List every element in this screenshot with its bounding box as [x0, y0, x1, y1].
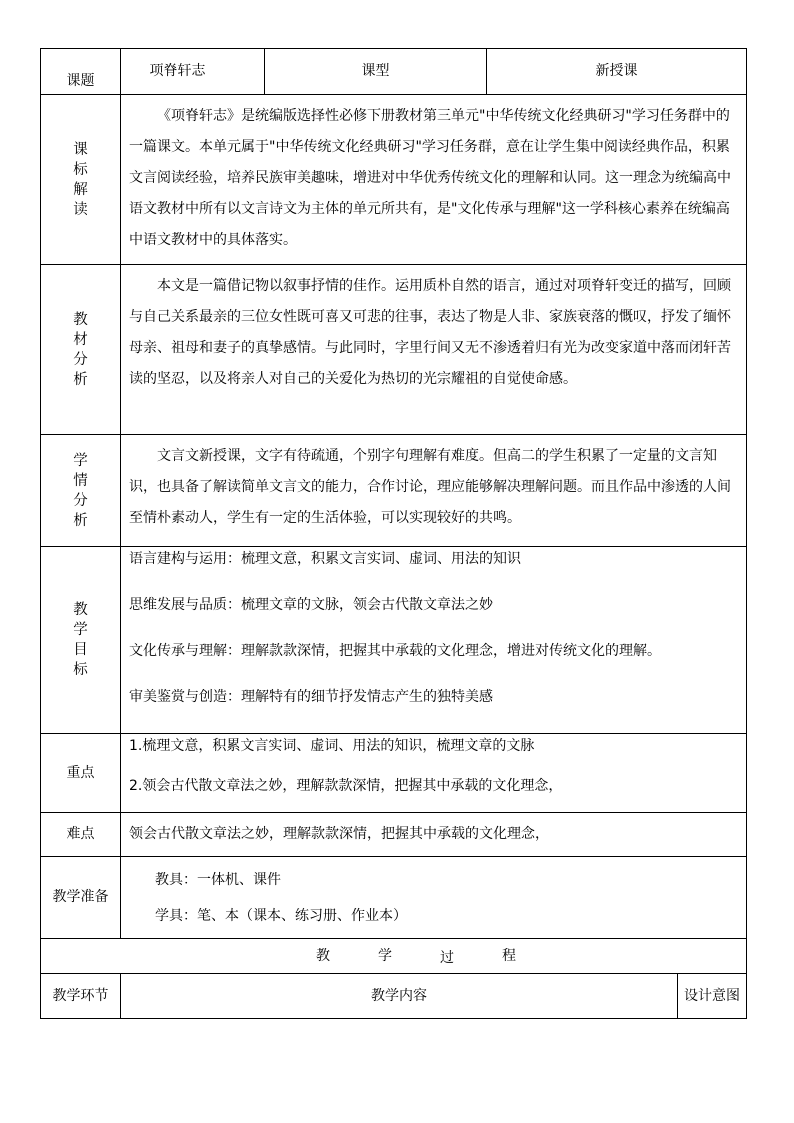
- goals-label: 教 学 目 标: [41, 547, 121, 734]
- process-col-content: 教学内容: [121, 974, 678, 1019]
- curriculum-row: [41, 95, 747, 265]
- curriculum-text: 《项脊轩志》是统编版选择性必修下册教材第三单元"中华传统文化经典研习"学习任务群中的一篇课文。本单元属于"中华传统文化经典研习"学习任务群，意在让学生集中阅读经典作品，积累文言阅读经验，培养民族审美趣味，增进对中华优秀传统文化的理解和认同。这一理念为统编高中语文教材中所有以文言诗文为主体的单元所共有，是"文化传承与理解"这一学科核心素养在统编高中语文教材中的具体落实。: [121, 95, 747, 265]
- key-point-item: 2.领会古代散文章法之妙，理解款款深情，把握其中承载的文化理念，: [129, 778, 563, 794]
- textbook-label: 教 材 分 析: [41, 265, 121, 435]
- difficulties-label: 难点: [41, 813, 121, 857]
- goal-item: 文化传承与理解：理解款款深情，把握其中承载的文化理念，增进对传统文化的理解。: [129, 643, 661, 659]
- process-title-row: [41, 939, 747, 974]
- textbook-row: [41, 265, 747, 435]
- process-title: 教 学 过 程: [41, 939, 747, 974]
- goals-list: [121, 547, 747, 734]
- goals-row: [41, 547, 747, 734]
- goal-item: 语言建构与运用：梳理文意，积累文言实词、虚词、用法的知识: [129, 551, 521, 567]
- preparation-list: [121, 857, 747, 939]
- textbook-text: 本文是一篇借记物以叙事抒情的佳作。运用质朴自然的语言，通过对项脊轩变迁的描写，回顾与自己关系最亲的三位女性既可喜又可悲的往事，表达了物是人非、家族衰落的慨叹，抒发了缅怀母亲、祖母和妻子的真挚感情。与此同时，字里行间又无不渗透着归有光为改变家道中落而闭轩苦读的坚忍，以及将亲人对自己的关爱化为热切的光宗耀祖的自觉使命感。: [121, 265, 747, 435]
- difficulties-text: 领会古代散文章法之妙，理解款款深情，把握其中承载的文化理念，: [121, 813, 747, 857]
- title-label: 课题: [41, 49, 121, 95]
- preparation-label: 教学准备: [41, 857, 121, 939]
- preparation-item: 学具：笔、本（课本、练习册、作业本）: [155, 907, 407, 924]
- key-points-label: 重点: [41, 734, 121, 813]
- preparation-row: [41, 857, 747, 939]
- students-text: 文言文新授课，文字有待疏通，个别字句理解有难度。但高二的学生积累了一定量的文言知识，也具备了解读简单文言文的能力，合作讨论，理应能够解决理解问题。而且作品中渗透的人间至情朴素动人，学生有一定的生活体验，可以实现较好的共鸣。: [121, 435, 747, 547]
- preparation-item: 教具：一体机、课件: [155, 871, 281, 888]
- key-point-item: 1.梳理文意，积累文言实词、虚词、用法的知识，梳理文章的文脉: [129, 738, 535, 754]
- goal-item: 审美鉴赏与创造：理解特有的细节抒发情志产生的独特美感: [129, 689, 493, 705]
- students-label: 学 情 分 析: [41, 435, 121, 547]
- header-row: [41, 49, 747, 95]
- process-col-step: 教学环节: [41, 974, 121, 1019]
- curriculum-label: 课 标 解 读: [41, 95, 121, 265]
- goal-item: 思维发展与品质：梳理文章的文脉，领会古代散文章法之妙: [129, 597, 493, 613]
- difficulties-row: [41, 813, 747, 857]
- lesson-type: 新授课: [487, 49, 747, 95]
- process-col-design: 设计意图: [678, 974, 747, 1019]
- process-header-row: [41, 974, 747, 1019]
- lesson-plan-table: [40, 48, 747, 1019]
- key-points-list: [121, 734, 747, 813]
- key-points-row: [41, 734, 747, 813]
- students-row: [41, 435, 747, 547]
- lesson-title: 项脊轩志: [121, 49, 265, 95]
- type-label: 课型: [265, 49, 487, 95]
